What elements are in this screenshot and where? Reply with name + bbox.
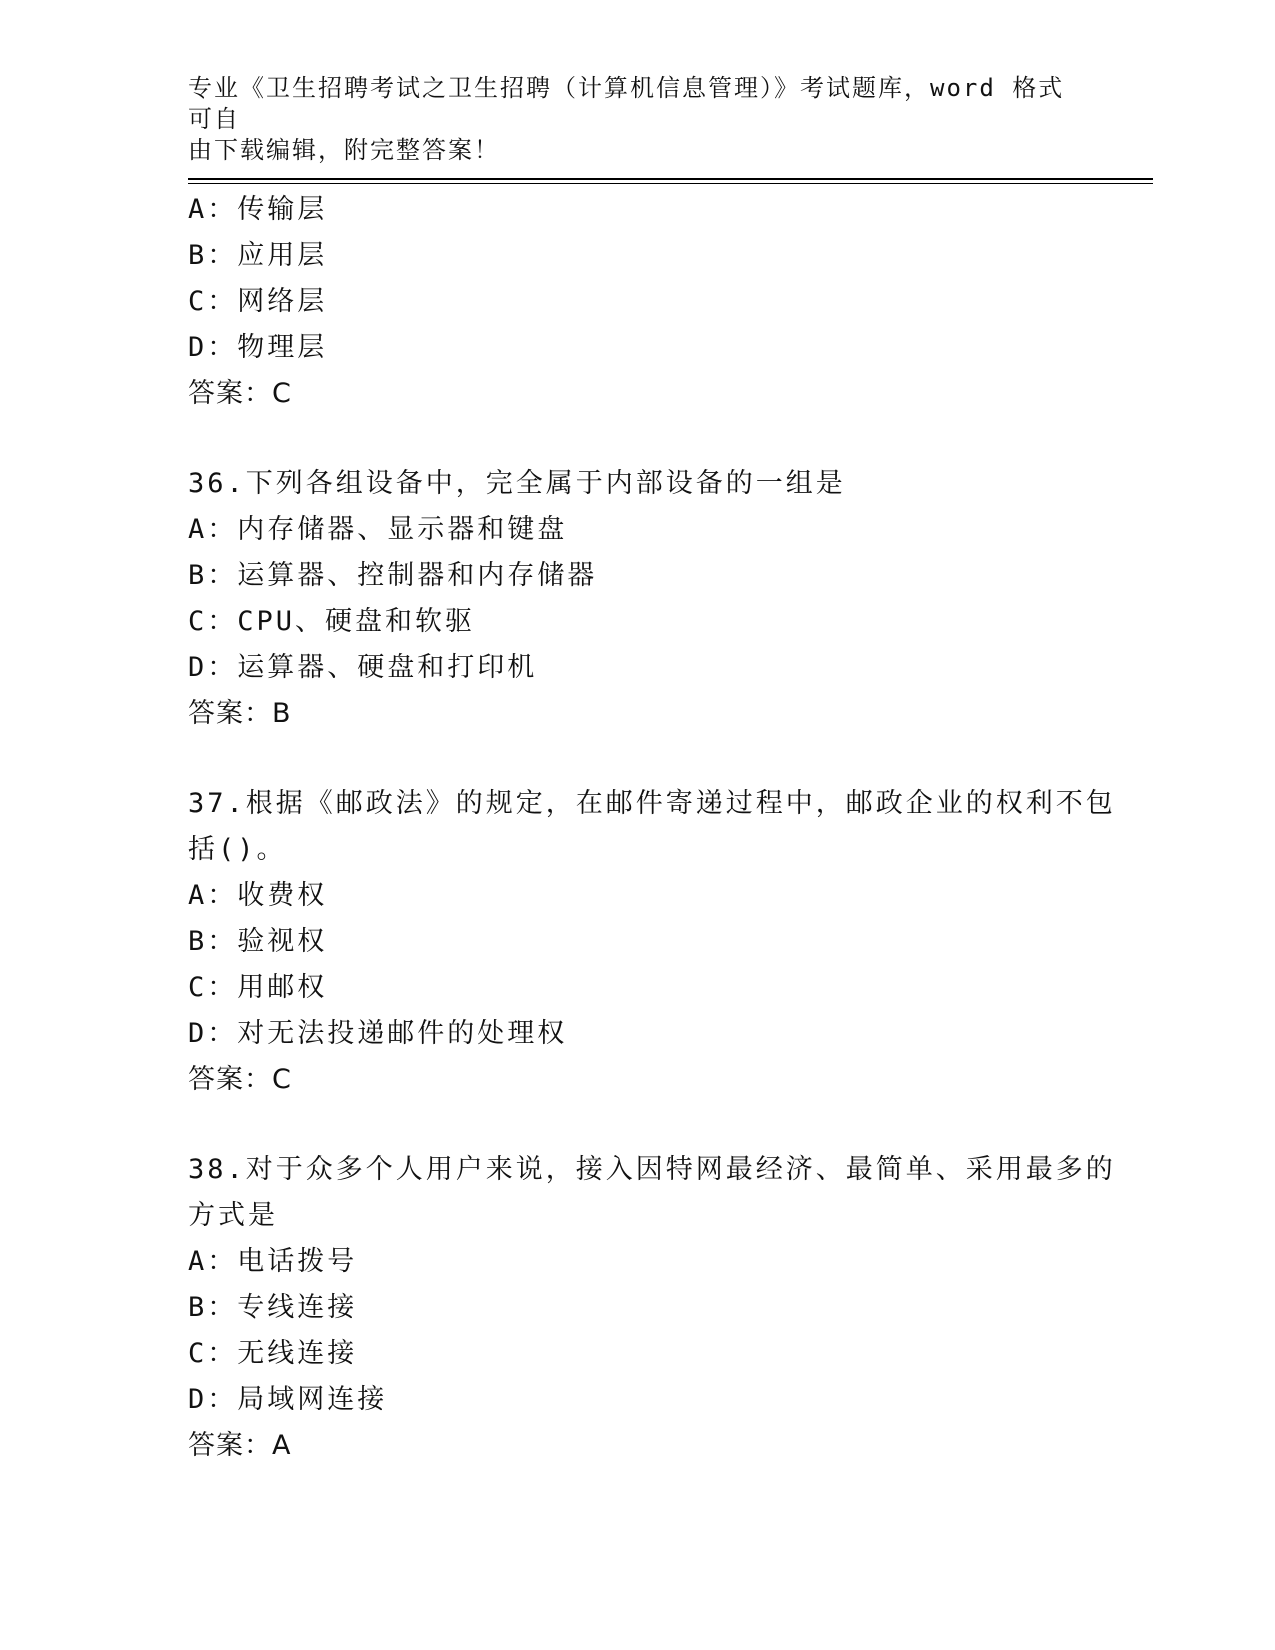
spacer (188, 417, 1088, 461)
header-divider-thin (188, 183, 1153, 184)
option-b: B：运算器、控制器和内存储器 (188, 560, 598, 591)
answer-line: 答案：C (188, 1064, 292, 1095)
question-36 (188, 461, 1088, 737)
spacer (188, 1103, 1088, 1147)
option-a: A：收费权 (188, 880, 328, 911)
question-stem-continued: 方式是 (188, 1200, 278, 1231)
question-stem: 38.对于众多个人用户来说，接入因特网最经济、最简单、采用最多的 (188, 1154, 1116, 1185)
header-line-1: 专业《卫生招聘考试之卫生招聘（计算机信息管理）》考试题库，word 格式可自 (188, 74, 1065, 133)
option-d: D：运算器、硬盘和打印机 (188, 652, 538, 683)
spacer (188, 737, 1088, 781)
option-b: B：应用层 (188, 240, 328, 271)
option-c: C：网络层 (188, 286, 328, 317)
option-a: A：电话拨号 (188, 1246, 358, 1277)
option-c: C：无线连接 (188, 1338, 358, 1369)
header-line-2: 由下载编辑，附完整答案！ (188, 136, 500, 164)
option-b: B：专线连接 (188, 1292, 358, 1323)
answer-line: 答案：B (188, 698, 292, 729)
option-d: D：对无法投递邮件的处理权 (188, 1018, 568, 1049)
question-list (188, 187, 1116, 1469)
option-c: C：用邮权 (188, 972, 328, 1003)
option-d: D：局域网连接 (188, 1384, 388, 1415)
option-a: A：内存储器、显示器和键盘 (188, 514, 568, 545)
answer-line: 答案：A (188, 1430, 292, 1461)
question-fragment (188, 187, 1088, 417)
question-stem: 37.根据《邮政法》的规定，在邮件寄递过程中，邮政企业的权利不包 (188, 788, 1116, 819)
option-d: D：物理层 (188, 332, 328, 363)
document-header (188, 73, 1068, 166)
question-38 (188, 1147, 1116, 1469)
question-stem-continued: 括()。 (188, 834, 287, 865)
question-stem: 36.下列各组设备中，完全属于内部设备的一组是 (188, 468, 846, 499)
option-c: C：CPU、硬盘和软驱 (188, 606, 476, 637)
option-a: A：传输层 (188, 194, 328, 225)
question-37 (188, 781, 1116, 1103)
header-divider-thick (188, 178, 1153, 180)
answer-line: 答案：C (188, 378, 292, 409)
option-b: B：验视权 (188, 926, 328, 957)
